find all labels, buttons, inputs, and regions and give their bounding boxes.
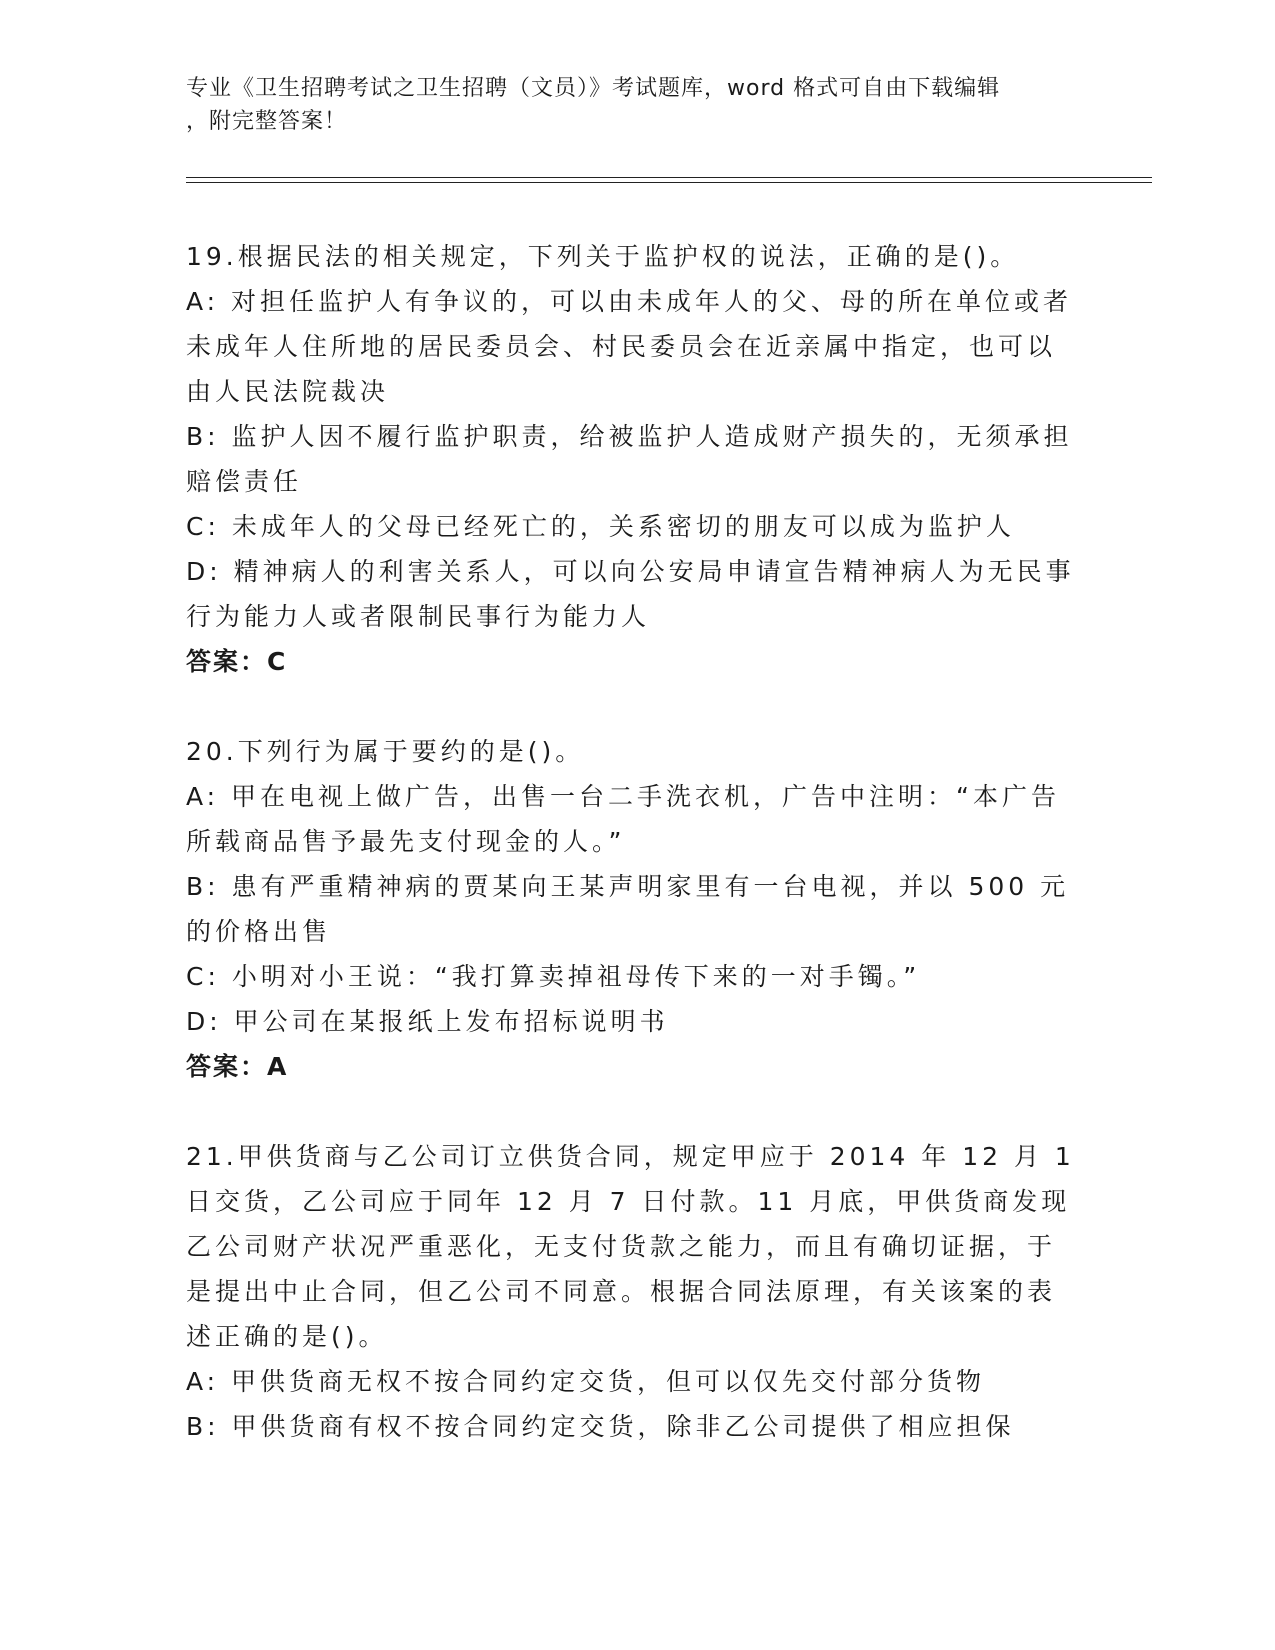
option-b: B: 监护人因不履行监护职责，给被监护人造成财产损失的，无须承担赔偿责任 [186,422,1073,496]
question-list [186,234,1076,1494]
question-20 [186,729,1076,1089]
question-19 [186,234,1076,684]
answer: 答案：C [186,647,288,676]
option-d: D: 甲公司在某报纸上发布招标说明书 [186,1007,669,1036]
option-b: B: 患有严重精神病的贾某向王某声明家里有一台电视，并以 500 元的价格出售 [186,872,1070,946]
option-a: A: 甲在电视上做广告，出售一台二手洗衣机，广告中注明：“本广告所载商品售予最先支付现金的人。” [186,782,1060,856]
option-d: D: 精神病人的利害关系人，可以向公安局申请宣告精神病人为无民事行为能力人或者限制民事行为能力人 [186,557,1075,631]
header-title-line-2: ，附完整答案！ [186,109,348,134]
option-b: B: 甲供货商有权不按合同约定交货，除非乙公司提供了相应担保 [186,1412,1015,1441]
option-a: A: 甲供货商无权不按合同约定交货，但可以仅先交付部分货物 [186,1367,986,1396]
header-title-line-1: 专业《卫生招聘考试之卫生招聘（文员）》考试题库，word 格式可自由下载编辑 [186,76,1001,101]
page-header [186,72,1066,138]
header-divider [186,177,1152,183]
option-c: C: 未成年人的父母已经死亡的，关系密切的朋友可以成为监护人 [186,512,1015,541]
question-stem: 19.根据民法的相关规定，下列关于监护权的说法，正确的是()。 [186,242,1020,271]
question-stem: 20.下列行为属于要约的是()。 [186,737,585,766]
answer: 答案：A [186,1052,289,1081]
option-c: C: 小明对小王说：“我打算卖掉祖母传下来的一对手镯。” [186,962,921,991]
option-a: A: 对担任监护人有争议的，可以由未成年人的父、母的所在单位或者未成年人住所地的居民委员会、村民委员会在近亲属中指定，也可以由人民法院裁决 [186,287,1073,406]
question-stem: 21.甲供货商与乙公司订立供货合同，规定甲应于 2014 年 12 月 1 日交货，乙公司应于同年 12 月 7 日付款。11 月底，甲供货商发现乙公司财产状况严重恶化，无支付货款之能力，而且有确切证据，于是提出中止合同，但乙公司不同意。根据合同法原理，有关该案的表述正确的是()。 [186,1142,1075,1351]
question-21 [186,1134,1076,1449]
